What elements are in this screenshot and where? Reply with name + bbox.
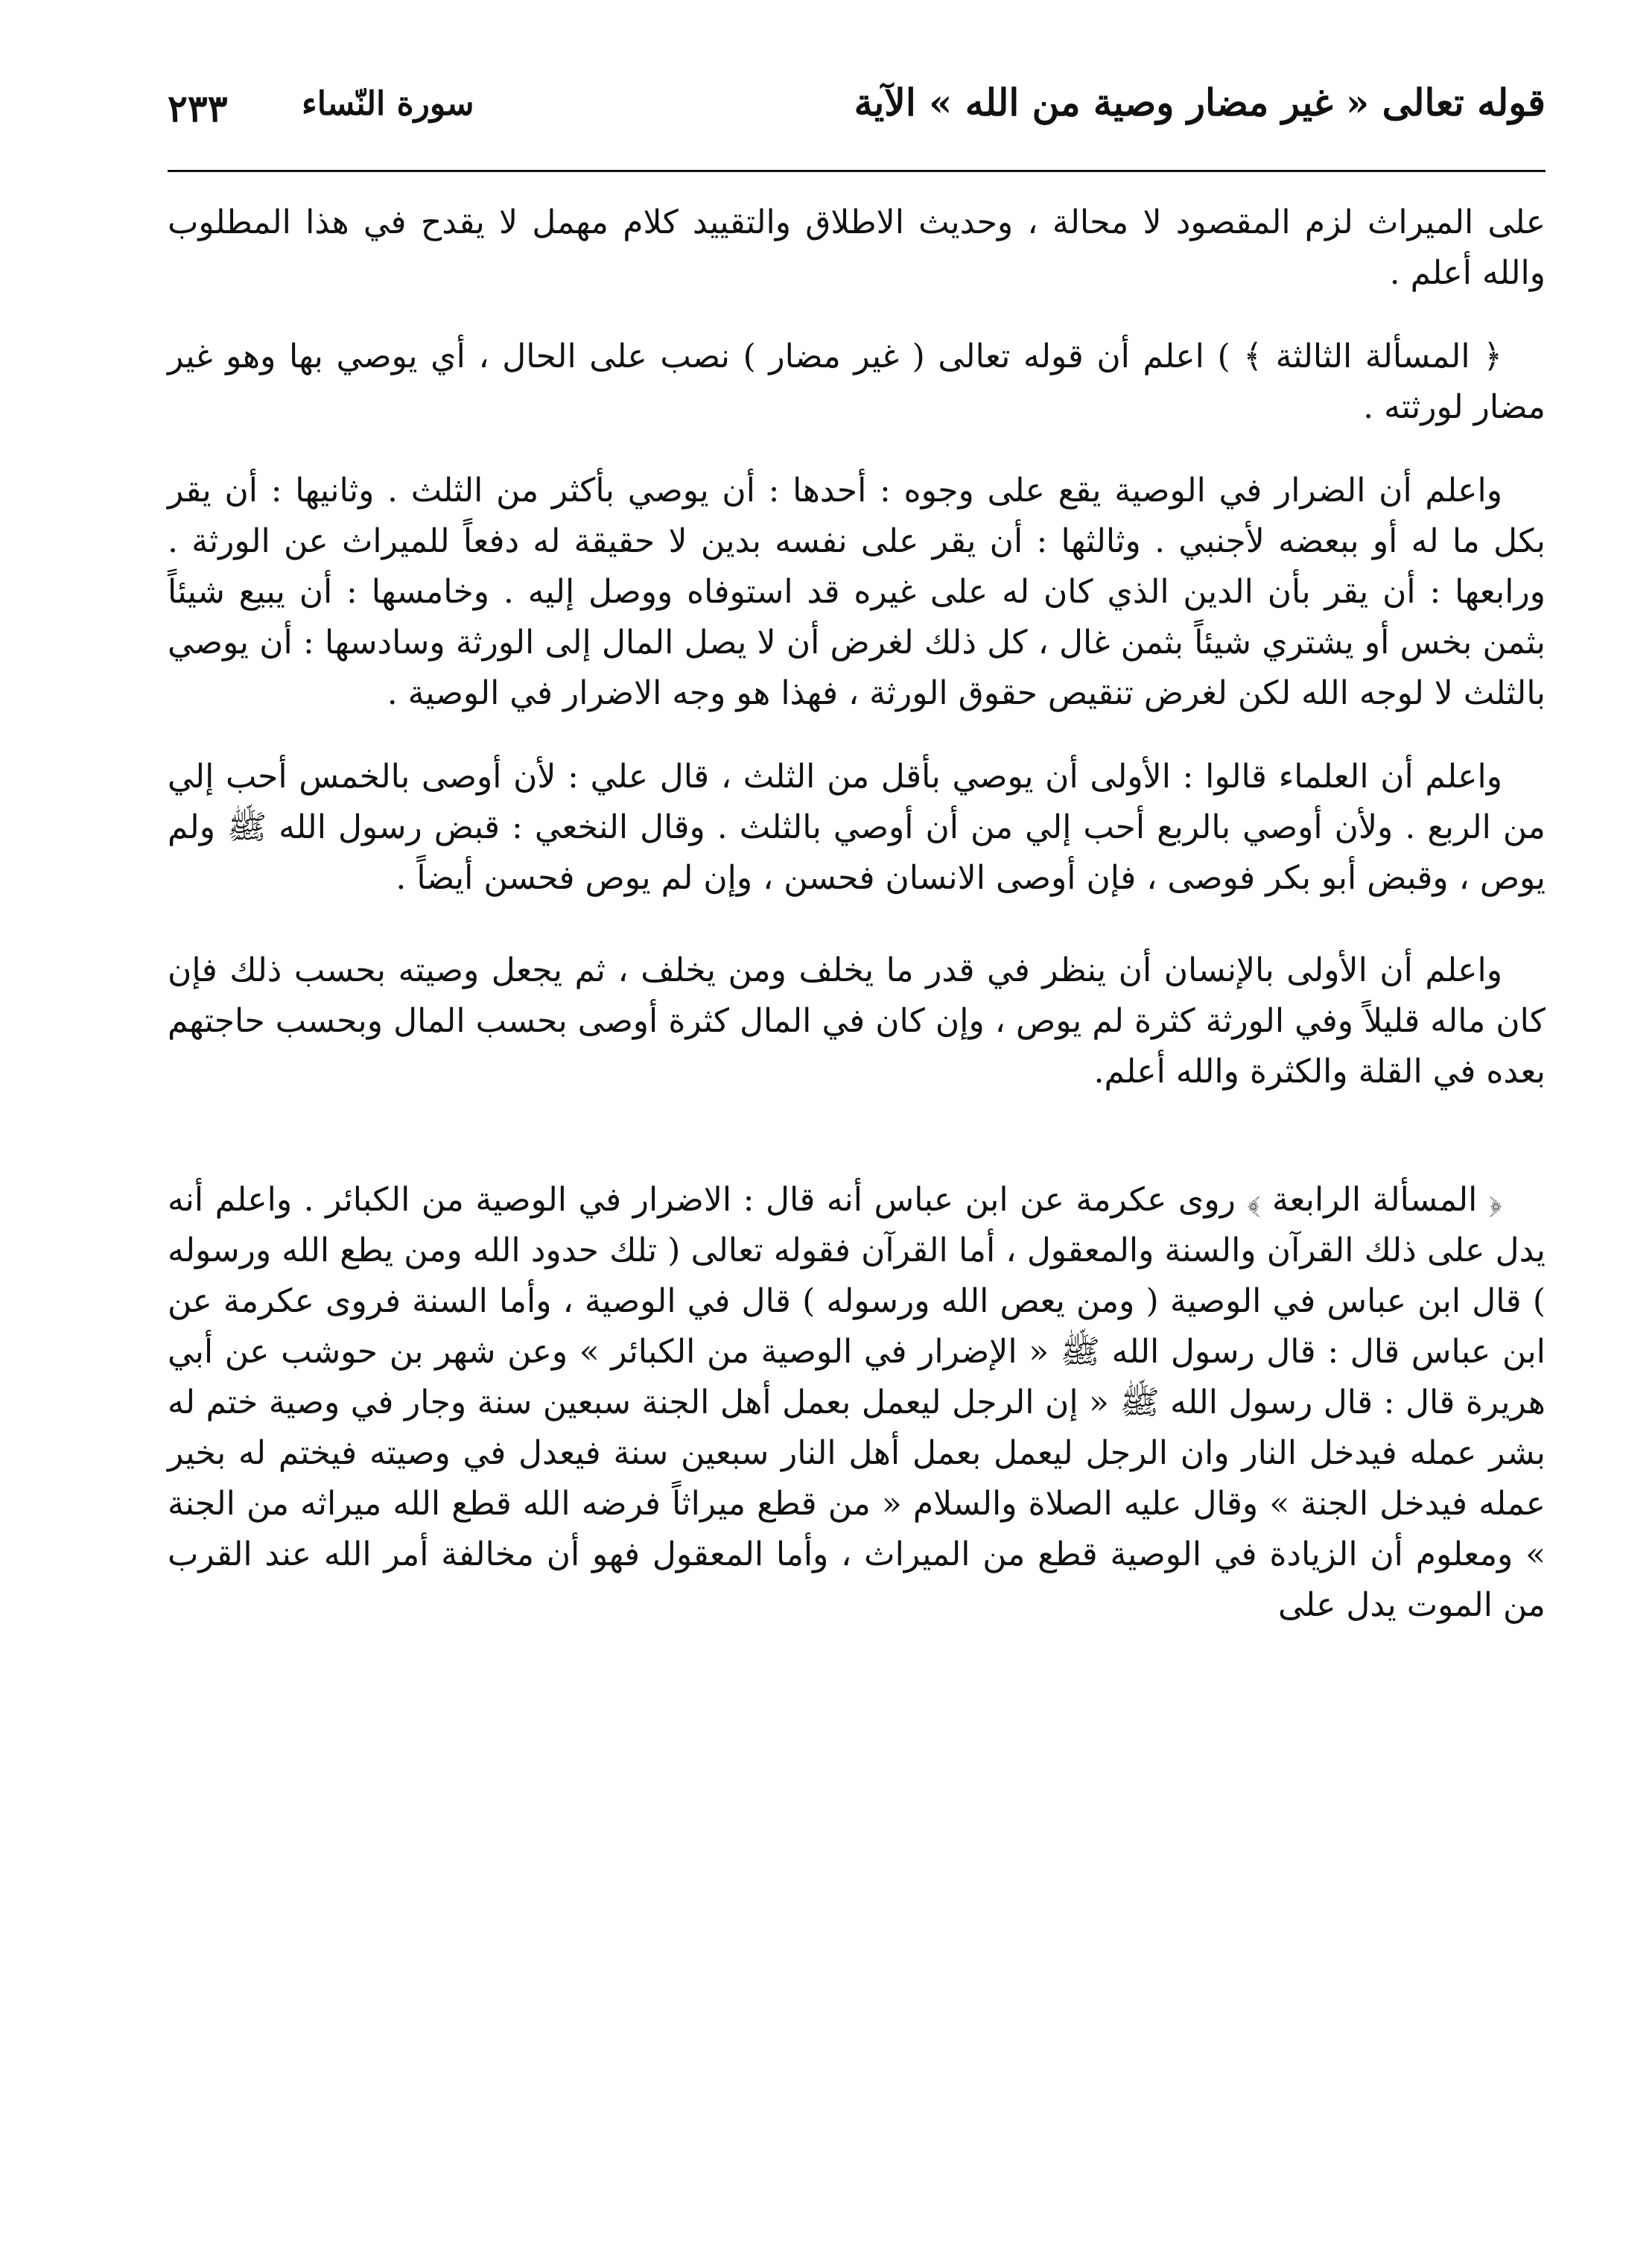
page-number: ٢٣٣: [168, 86, 228, 130]
paragraph-priority: واعلم أن الأولى بالإنسان أن ينظر في قدر ما يخلف ومن يخلف ، ثم يجعل وصيته بحسب ذلك فإن كان ماله قليلاً وفي الورثة كثرة لم يوص ، وإن كان في المال كثرة أوصى بحسب المال وبحسب حاجتهم بعده في القلة والكثرة والله أعلم.: [168, 951, 1545, 1091]
surah-name: سورة النّساء: [302, 85, 474, 123]
paragraph-harm-aspects: واعلم أن الضرار في الوصية يقع على وجوه : أحدها : أن يوصي بأكثر من الثلث . وثانيها : أن يقر بكل ما له أو ببعضه لأجنبي . وثالثها : أن يقر على نفسه بدين لا حقيقة له دفعاً للميراث عن الورثة . ورابعها : أن يقر بأن الدين الذي كان له على غيره قد استوفاه ووصل إليه . وخامسها : أن يبيع شيئاً بثمن بخس أو يشتري شيئاً بثمن غال ، كل ذلك لغرض أن لا يصل المال إلى الورثة وسادسها : أن يوصي بالثلث لا لوجه الله لكن لغرض تنقيص حقوق الورثة ، فهذا هو وجه الاضرار في الوصية .: [168, 472, 1545, 712]
paragraph-gap: [168, 719, 1545, 752]
header-divider: [168, 170, 1545, 172]
paragraph-scholars: واعلم أن العلماء قالوا : الأولى أن يوصي بأقل من الثلث ، قال علي : لأن أوصى بالخمس أحب إلي من الربع . ولأن أوصي بالربع أحب إلي من أن أوصي بالثلث . وقال النخعي : قبض رسول الله ﷺ ولم يوص ، وقبض أبو بكر فوصى ، فإن أوصى الانسان فحسن ، وإن لم يوص فحسن أيضاً .: [168, 758, 1545, 897]
paragraph-gap: [168, 433, 1545, 466]
paragraph-continuation: على الميراث لزم المقصود لا محالة ، وحديث الاطلاق والتقييد كلام مهمل لا يقدح في هذا المطلوب والله أعلم .: [168, 203, 1545, 292]
running-title: قوله تعالى « غير مضار وصية من الله » الآية: [854, 80, 1545, 124]
paragraph-third-issue: ﴿ المسألة الثالثة ﴾ ) اعلم أن قوله تعالى ( غير مضار ) نصب على الحال ، أي يوصي بها وهو غير مضار لورثته .: [168, 337, 1545, 426]
page-header: [168, 80, 1545, 162]
paragraph-fourth-issue: ﴿ المسألة الرابعة ﴾ روى عكرمة عن ابن عباس أنه قال : الاضرار في الوصية من الكبائر . واعلم أنه يدل على ذلك القرآن والسنة والمعقول ، أما القرآن فقوله تعالى ( تلك حدود الله ومن يطع الله ورسوله ) قال ابن عباس في الوصية ( ومن يعص الله ورسوله ) قال في الوصية ، وأما السنة فروى عكرمة عن ابن عباس قال : قال رسول الله ﷺ « الإضرار في الوصية من الكبائر » وعن شهر بن حوشب عن أبي هريرة قال : قال رسول الله ﷺ « إن الرجل ليعمل بعمل أهل الجنة سبعين سنة وجار في وصية ختم له بشر عمله فيدخل النار وان الرجل ليعمل بعمل أهل النار سبعين سنة فيعدل في وصيته فيختم له بخير عمله فيدخل الجنة » وقال عليه الصلاة والسلام « من قطع ميراثاً فرضه الله قطع الله ميراثه من الجنة » ومعلوم أن الزيادة في الوصية قطع من الميراث ، وأما المعقول فهو أن مخالفة أمر الله عند القرب من الموت يدل على: [168, 1181, 1546, 1624]
paragraph-gap: [168, 299, 1545, 332]
paragraph-gap: [168, 1097, 1545, 1175]
paragraph-gap: [168, 904, 1545, 945]
main-text: [168, 197, 1545, 1631]
